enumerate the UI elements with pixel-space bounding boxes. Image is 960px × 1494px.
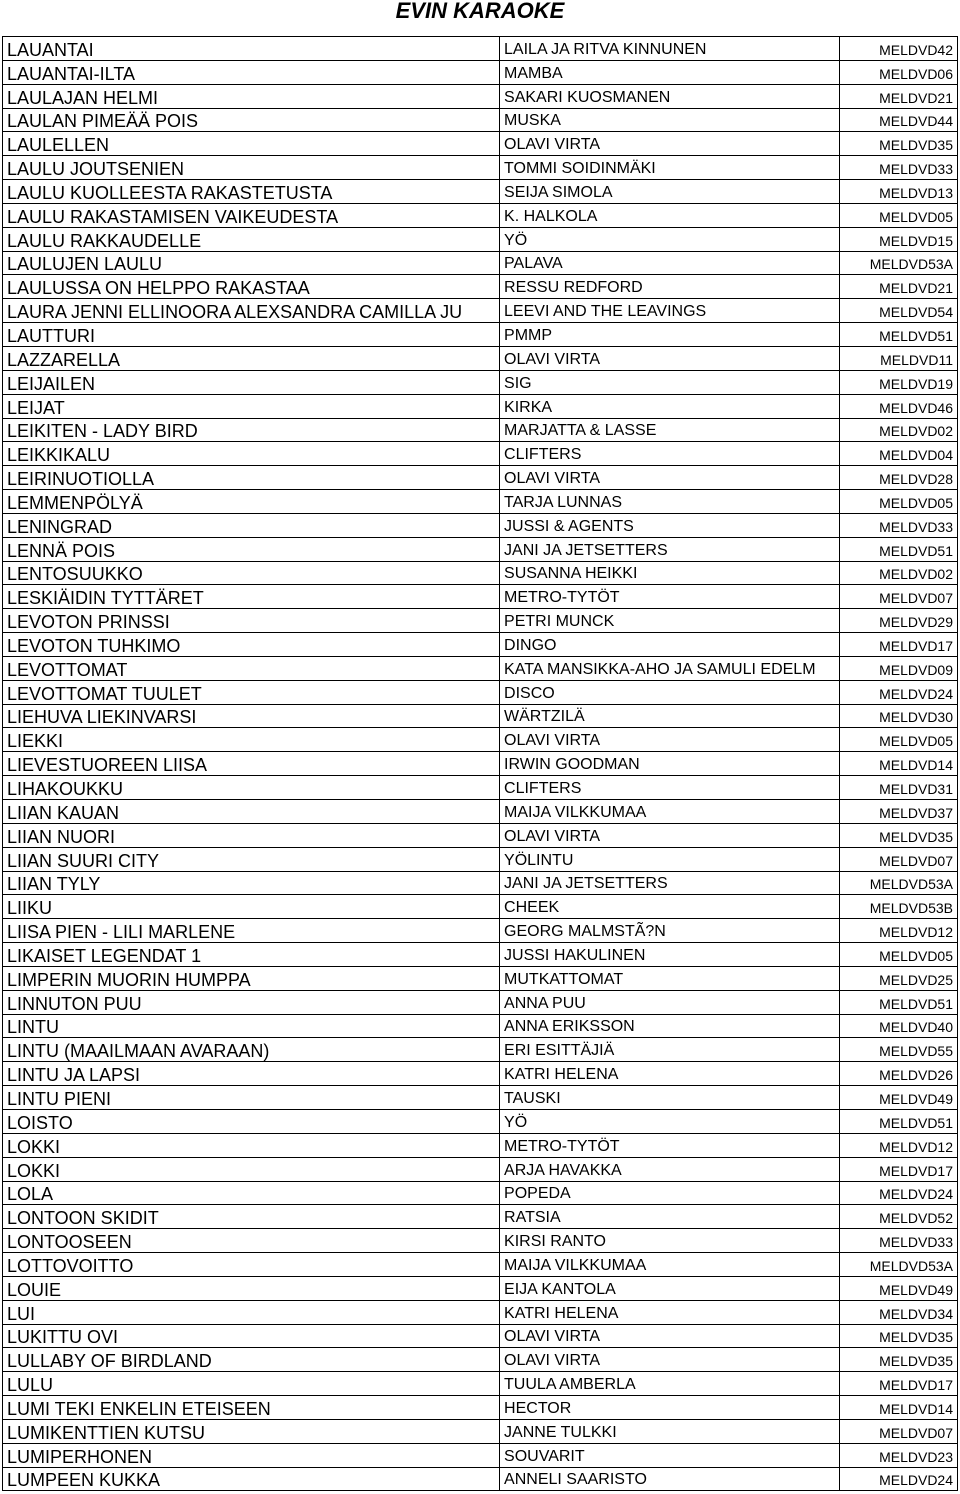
table-row: [3, 990, 958, 1014]
artist-cell: WÄRTZILÄ: [500, 704, 840, 728]
song-title-cell: LUMPEEN KUKKA: [3, 1467, 500, 1491]
disc-code-cell: MELDVD34: [839, 1300, 957, 1324]
table-row: [3, 299, 958, 323]
artist-cell: POPEDA: [500, 1181, 840, 1205]
artist-cell: DISCO: [500, 680, 840, 704]
artist-cell: YÖ: [500, 227, 840, 251]
artist-cell: MUSKA: [500, 108, 840, 132]
song-title-cell: LAULELLEN: [3, 132, 500, 156]
disc-code-cell: MELDVD53A: [839, 871, 957, 895]
table-row: [3, 1396, 958, 1420]
disc-code-cell: MELDVD11: [839, 346, 957, 370]
artist-cell: JANNE TULKKI: [500, 1419, 840, 1443]
song-title-cell: LIIAN KAUAN: [3, 800, 500, 824]
disc-code-cell: MELDVD07: [839, 847, 957, 871]
disc-code-cell: MELDVD04: [839, 442, 957, 466]
disc-code-cell: MELDVD30: [839, 704, 957, 728]
song-title-cell: LESKIÄIDIN TYTTÄRET: [3, 585, 500, 609]
artist-cell: SIG: [500, 370, 840, 394]
table-row: [3, 513, 958, 537]
song-title-cell: LEIJAT: [3, 394, 500, 418]
table-row: [3, 1300, 958, 1324]
disc-code-cell: MELDVD51: [839, 323, 957, 347]
song-title-cell: LUMIKENTTIEN KUTSU: [3, 1419, 500, 1443]
disc-code-cell: MELDVD51: [839, 537, 957, 561]
table-row: [3, 1419, 958, 1443]
artist-cell: IRWIN GOODMAN: [500, 752, 840, 776]
disc-code-cell: MELDVD35: [839, 1324, 957, 1348]
song-title-cell: LINNUTON PUU: [3, 990, 500, 1014]
artist-cell: MAMBA: [500, 60, 840, 84]
table-row: [3, 60, 958, 84]
song-title-cell: LEVOTTOMAT TUULET: [3, 680, 500, 704]
song-title-cell: LAULAJAN HELMI: [3, 84, 500, 108]
table-row: [3, 680, 958, 704]
table-row: [3, 1133, 958, 1157]
table-row: [3, 1276, 958, 1300]
disc-code-cell: MELDVD19: [839, 370, 957, 394]
table-row: [3, 418, 958, 442]
artist-cell: KATA MANSIKKA-AHO JA SAMULI EDELM: [500, 656, 840, 680]
artist-cell: OLAVI VIRTA: [500, 1324, 840, 1348]
artist-cell: DINGO: [500, 633, 840, 657]
table-row: [3, 1086, 958, 1110]
disc-code-cell: MELDVD23: [839, 1443, 957, 1467]
artist-cell: LAILA JA RITVA KINNUNEN: [500, 37, 840, 61]
song-title-cell: LIIAN TYLY: [3, 871, 500, 895]
disc-code-cell: MELDVD53B: [839, 895, 957, 919]
song-title-cell: LEVOTTOMAT: [3, 656, 500, 680]
song-title-cell: LAULUJEN LAULU: [3, 251, 500, 275]
song-title-cell: LEIKKIKALU: [3, 442, 500, 466]
artist-cell: OLAVI VIRTA: [500, 823, 840, 847]
table-row: [3, 1324, 958, 1348]
table-row: [3, 442, 958, 466]
artist-cell: MUTKATTOMAT: [500, 966, 840, 990]
artist-cell: JUSSI HAKULINEN: [500, 943, 840, 967]
table-row: [3, 800, 958, 824]
song-title-cell: LENTOSUUKKO: [3, 561, 500, 585]
song-title-cell: LEIJAILEN: [3, 370, 500, 394]
disc-code-cell: MELDVD53A: [839, 251, 957, 275]
artist-cell: MAIJA VILKKUMAA: [500, 1253, 840, 1277]
disc-code-cell: MELDVD07: [839, 585, 957, 609]
disc-code-cell: MELDVD09: [839, 656, 957, 680]
disc-code-cell: MELDVD14: [839, 752, 957, 776]
song-title-cell: LAULUSSA ON HELPPO RAKASTAA: [3, 275, 500, 299]
table-row: [3, 823, 958, 847]
song-title-cell: LULU: [3, 1372, 500, 1396]
artist-cell: SAKARI KUOSMANEN: [500, 84, 840, 108]
disc-code-cell: MELDVD21: [839, 275, 957, 299]
disc-code-cell: MELDVD35: [839, 1348, 957, 1372]
song-title-cell: LEVOTON PRINSSI: [3, 609, 500, 633]
table-row: [3, 895, 958, 919]
artist-cell: SEIJA SIMOLA: [500, 180, 840, 204]
table-row: [3, 1062, 958, 1086]
song-title-cell: LOKKI: [3, 1157, 500, 1181]
song-title-cell: LINTU (MAAILMAAN AVARAAN): [3, 1038, 500, 1062]
song-title-cell: LEVOTON TUHKIMO: [3, 633, 500, 657]
table-row: [3, 84, 958, 108]
table-row: [3, 776, 958, 800]
table-row: [3, 585, 958, 609]
table-row: [3, 156, 958, 180]
disc-code-cell: MELDVD49: [839, 1086, 957, 1110]
artist-cell: TOMMI SOIDINMÄKI: [500, 156, 840, 180]
artist-cell: YÖ: [500, 1109, 840, 1133]
disc-code-cell: MELDVD35: [839, 823, 957, 847]
disc-code-cell: MELDVD29: [839, 609, 957, 633]
artist-cell: PMMP: [500, 323, 840, 347]
artist-cell: KIRSI RANTO: [500, 1229, 840, 1253]
disc-code-cell: MELDVD26: [839, 1062, 957, 1086]
artist-cell: METRO-TYTÖT: [500, 1133, 840, 1157]
artist-cell: SOUVARIT: [500, 1443, 840, 1467]
artist-cell: RATSIA: [500, 1205, 840, 1229]
song-title-cell: LIISA PIEN - LILI MARLENE: [3, 919, 500, 943]
song-title-cell: LONTOOSEEN: [3, 1229, 500, 1253]
artist-cell: YÖLINTU: [500, 847, 840, 871]
song-title-cell: LOLA: [3, 1181, 500, 1205]
artist-cell: TARJA LUNNAS: [500, 490, 840, 514]
song-title-cell: LAUTTURI: [3, 323, 500, 347]
song-title-cell: LEMMENPÖLYÄ: [3, 490, 500, 514]
song-title-cell: LOTTOVOITTO: [3, 1253, 500, 1277]
table-row: [3, 323, 958, 347]
disc-code-cell: MELDVD12: [839, 1133, 957, 1157]
disc-code-cell: MELDVD52: [839, 1205, 957, 1229]
table-row: [3, 227, 958, 251]
song-title-cell: LOKKI: [3, 1133, 500, 1157]
disc-code-cell: MELDVD35: [839, 132, 957, 156]
song-title-cell: LIEHUVA LIEKINVARSI: [3, 704, 500, 728]
artist-cell: SUSANNA HEIKKI: [500, 561, 840, 585]
table-row: [3, 1348, 958, 1372]
table-row: [3, 1109, 958, 1133]
table-row: [3, 704, 958, 728]
song-title-cell: LIEKKI: [3, 728, 500, 752]
table-row: [3, 656, 958, 680]
table-row: [3, 37, 958, 61]
artist-cell: ARJA HAVAKKA: [500, 1157, 840, 1181]
artist-cell: TAUSKI: [500, 1086, 840, 1110]
table-row: [3, 966, 958, 990]
artist-cell: RESSU REDFORD: [500, 275, 840, 299]
artist-cell: K. HALKOLA: [500, 203, 840, 227]
disc-code-cell: MELDVD24: [839, 680, 957, 704]
disc-code-cell: MELDVD54: [839, 299, 957, 323]
song-title-cell: LINTU: [3, 1014, 500, 1038]
song-title-cell: LAULAN PIMEÄÄ POIS: [3, 108, 500, 132]
table-row: [3, 490, 958, 514]
table-row: [3, 728, 958, 752]
artist-cell: OLAVI VIRTA: [500, 346, 840, 370]
disc-code-cell: MELDVD33: [839, 1229, 957, 1253]
artist-cell: OLAVI VIRTA: [500, 132, 840, 156]
artist-cell: EIJA KANTOLA: [500, 1276, 840, 1300]
disc-code-cell: MELDVD40: [839, 1014, 957, 1038]
table-row: [3, 1229, 958, 1253]
song-title-cell: LAZZARELLA: [3, 346, 500, 370]
artist-cell: OLAVI VIRTA: [500, 728, 840, 752]
artist-cell: TUULA AMBERLA: [500, 1372, 840, 1396]
disc-code-cell: MELDVD07: [839, 1419, 957, 1443]
table-row: [3, 132, 958, 156]
song-title-cell: LAULU RAKKAUDELLE: [3, 227, 500, 251]
artist-cell: ANNA PUU: [500, 990, 840, 1014]
artist-cell: LEEVI AND THE LEAVINGS: [500, 299, 840, 323]
artist-cell: KATRI HELENA: [500, 1300, 840, 1324]
song-title-cell: LIMPERIN MUORIN HUMPPA: [3, 966, 500, 990]
song-title-cell: LOUIE: [3, 1276, 500, 1300]
song-title-cell: LUKITTU OVI: [3, 1324, 500, 1348]
song-title-cell: LUI: [3, 1300, 500, 1324]
song-title-cell: LIHAKOUKKU: [3, 776, 500, 800]
song-title-cell: LEIKITEN - LADY BIRD: [3, 418, 500, 442]
artist-cell: ANNELI SAARISTO: [500, 1467, 840, 1491]
disc-code-cell: MELDVD05: [839, 728, 957, 752]
artist-cell: METRO-TYTÖT: [500, 585, 840, 609]
table-row: [3, 251, 958, 275]
disc-code-cell: MELDVD44: [839, 108, 957, 132]
disc-code-cell: MELDVD17: [839, 1372, 957, 1396]
table-row: [3, 203, 958, 227]
artist-cell: OLAVI VIRTA: [500, 466, 840, 490]
table-row: [3, 1014, 958, 1038]
artist-cell: OLAVI VIRTA: [500, 1348, 840, 1372]
disc-code-cell: MELDVD24: [839, 1467, 957, 1491]
artist-cell: MARJATTA & LASSE: [500, 418, 840, 442]
disc-code-cell: MELDVD51: [839, 990, 957, 1014]
song-title-cell: LAUANTAI: [3, 37, 500, 61]
table-row: [3, 609, 958, 633]
disc-code-cell: MELDVD28: [839, 466, 957, 490]
artist-cell: ERI ESITTÄJIÄ: [500, 1038, 840, 1062]
table-row: [3, 1467, 958, 1491]
song-title-cell: LUMI TEKI ENKELIN ETEISEEN: [3, 1396, 500, 1420]
table-row: [3, 466, 958, 490]
song-title-cell: LINTU PIENI: [3, 1086, 500, 1110]
song-title-cell: LAURA JENNI ELLINOORA ALEXSANDRA CAMILLA JU: [3, 299, 500, 323]
artist-cell: PALAVA: [500, 251, 840, 275]
table-row: [3, 1443, 958, 1467]
table-row: [3, 108, 958, 132]
disc-code-cell: MELDVD31: [839, 776, 957, 800]
table-row: [3, 394, 958, 418]
table-row: [3, 370, 958, 394]
artist-cell: ANNA ERIKSSON: [500, 1014, 840, 1038]
table-row: [3, 633, 958, 657]
disc-code-cell: MELDVD49: [839, 1276, 957, 1300]
artist-cell: PETRI MUNCK: [500, 609, 840, 633]
artist-cell: CLIFTERS: [500, 776, 840, 800]
disc-code-cell: MELDVD33: [839, 156, 957, 180]
disc-code-cell: MELDVD24: [839, 1181, 957, 1205]
song-title-cell: LEIRINUOTIOLLA: [3, 466, 500, 490]
table-row: [3, 275, 958, 299]
disc-code-cell: MELDVD12: [839, 919, 957, 943]
song-table: [2, 36, 958, 1491]
song-title-cell: LAULU KUOLLEESTA RAKASTETUSTA: [3, 180, 500, 204]
disc-code-cell: MELDVD33: [839, 513, 957, 537]
song-title-cell: LENNÄ POIS: [3, 537, 500, 561]
song-title-cell: LIKAISET LEGENDAT 1: [3, 943, 500, 967]
song-title-cell: LINTU JA LAPSI: [3, 1062, 500, 1086]
song-title-cell: LENINGRAD: [3, 513, 500, 537]
artist-cell: KATRI HELENA: [500, 1062, 840, 1086]
artist-cell: JUSSI & AGENTS: [500, 513, 840, 537]
artist-cell: MAIJA VILKKUMAA: [500, 800, 840, 824]
table-row: [3, 537, 958, 561]
disc-code-cell: MELDVD05: [839, 490, 957, 514]
table-row: [3, 346, 958, 370]
table-row: [3, 1253, 958, 1277]
page-title: EVIN KARAOKE: [395, 0, 565, 23]
artist-cell: CHEEK: [500, 895, 840, 919]
table-row: [3, 752, 958, 776]
disc-code-cell: MELDVD46: [839, 394, 957, 418]
table-row: [3, 871, 958, 895]
table-row: [3, 1181, 958, 1205]
song-title-cell: LIIKU: [3, 895, 500, 919]
artist-cell: JANI JA JETSETTERS: [500, 871, 840, 895]
song-title-cell: LAULU RAKASTAMISEN VAIKEUDESTA: [3, 203, 500, 227]
artist-cell: CLIFTERS: [500, 442, 840, 466]
disc-code-cell: MELDVD02: [839, 561, 957, 585]
disc-code-cell: MELDVD13: [839, 180, 957, 204]
disc-code-cell: MELDVD17: [839, 1157, 957, 1181]
disc-code-cell: MELDVD14: [839, 1396, 957, 1420]
disc-code-cell: MELDVD51: [839, 1109, 957, 1133]
disc-code-cell: MELDVD21: [839, 84, 957, 108]
table-row: [3, 943, 958, 967]
song-title-cell: LAULU JOUTSENIEN: [3, 156, 500, 180]
artist-cell: JANI JA JETSETTERS: [500, 537, 840, 561]
disc-code-cell: MELDVD17: [839, 633, 957, 657]
disc-code-cell: MELDVD05: [839, 203, 957, 227]
table-row: [3, 561, 958, 585]
table-row: [3, 1205, 958, 1229]
artist-cell: KIRKA: [500, 394, 840, 418]
disc-code-cell: MELDVD05: [839, 943, 957, 967]
disc-code-cell: MELDVD55: [839, 1038, 957, 1062]
disc-code-cell: MELDVD15: [839, 227, 957, 251]
artist-cell: HECTOR: [500, 1396, 840, 1420]
table-row: [3, 1157, 958, 1181]
table-row: [3, 1038, 958, 1062]
song-title-cell: LONTOON SKIDIT: [3, 1205, 500, 1229]
song-title-cell: LULLABY OF BIRDLAND: [3, 1348, 500, 1372]
table-row: [3, 180, 958, 204]
disc-code-cell: MELDVD25: [839, 966, 957, 990]
disc-code-cell: MELDVD42: [839, 37, 957, 61]
table-row: [3, 847, 958, 871]
song-title-cell: LIEVESTUOREEN LIISA: [3, 752, 500, 776]
table-row: [3, 1372, 958, 1396]
artist-cell: GEORG MALMSTÃ?N: [500, 919, 840, 943]
disc-code-cell: MELDVD53A: [839, 1253, 957, 1277]
song-table-body: [3, 37, 958, 1491]
disc-code-cell: MELDVD02: [839, 418, 957, 442]
song-title-cell: LIIAN SUURI CITY: [3, 847, 500, 871]
table-row: [3, 919, 958, 943]
song-title-cell: LUMIPERHONEN: [3, 1443, 500, 1467]
song-title-cell: LAUANTAI-ILTA: [3, 60, 500, 84]
song-title-cell: LIIAN NUORI: [3, 823, 500, 847]
disc-code-cell: MELDVD06: [839, 60, 957, 84]
song-title-cell: LOISTO: [3, 1109, 500, 1133]
disc-code-cell: MELDVD37: [839, 800, 957, 824]
